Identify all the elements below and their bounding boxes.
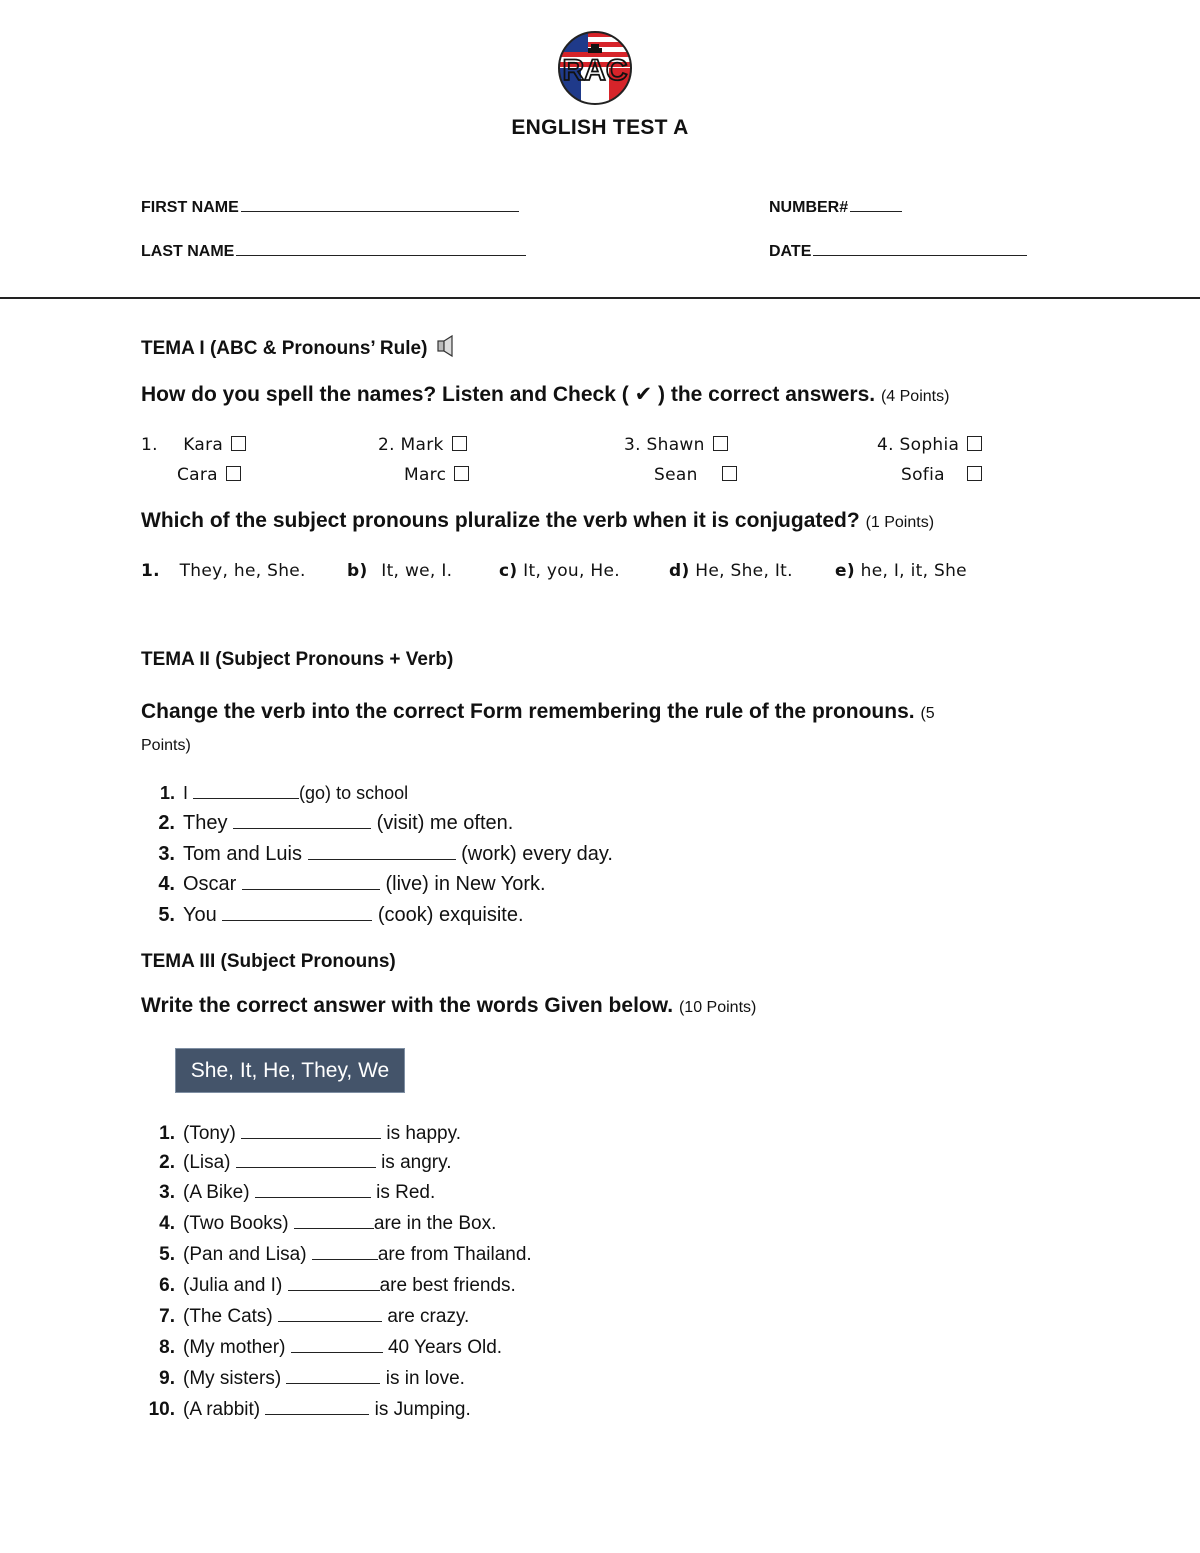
item-verb: (work)	[461, 843, 517, 865]
option-text: It, you, He.	[523, 561, 620, 581]
date-line[interactable]	[813, 241, 1027, 256]
item-rest: in New York.	[434, 873, 546, 895]
item-noun: (Two Books)	[183, 1213, 289, 1234]
pronoun-option-1[interactable]	[141, 561, 306, 581]
tema3-prompt-text: Write the correct answer with the words Given below.	[141, 994, 674, 1017]
item-number: 9.	[159, 1368, 175, 1389]
checkbox[interactable]	[713, 436, 728, 451]
tema3-prompt	[141, 994, 1041, 1018]
tema3-heading: TEMA III (Subject Pronouns)	[141, 951, 396, 972]
pronoun-item-5	[141, 1243, 532, 1266]
spell-item-4-alt	[901, 465, 982, 485]
item-rest: is Red.	[376, 1182, 436, 1203]
verb-item-5	[141, 904, 524, 927]
option-label: b)	[347, 561, 368, 581]
item-number: 5.	[158, 904, 175, 926]
date-field	[769, 241, 1027, 261]
checkbox[interactable]	[452, 436, 467, 451]
checkbox[interactable]	[231, 436, 246, 451]
logo-text: RAC	[562, 54, 628, 87]
item-noun: (Tony)	[183, 1123, 236, 1144]
answer-blank[interactable]	[312, 1243, 378, 1260]
answer-blank[interactable]	[233, 812, 371, 829]
header-divider	[0, 297, 1200, 299]
last-name-line[interactable]	[236, 241, 526, 256]
option-label: c)	[499, 561, 518, 581]
verb-item-2	[141, 812, 513, 835]
item-rest: is in love.	[385, 1368, 465, 1389]
spell-option-b: Marc	[404, 465, 447, 485]
item-noun: (Julia and I)	[183, 1275, 283, 1296]
item-subject: Oscar	[183, 873, 237, 895]
answer-blank[interactable]	[241, 1122, 381, 1139]
item-subject: I	[183, 783, 189, 803]
tema3-points: (10 Points)	[678, 999, 757, 1016]
item-rest: is happy.	[386, 1123, 461, 1144]
number-label: NUMBER#	[769, 199, 849, 216]
option-label: 1.	[141, 561, 160, 581]
answer-blank[interactable]	[308, 843, 456, 860]
item-number: 8.	[159, 1337, 175, 1358]
answer-blank[interactable]	[286, 1367, 380, 1384]
item-number: 3.	[159, 1182, 175, 1203]
verb-item-1	[141, 782, 408, 804]
tema2-points: (5	[920, 705, 935, 722]
pronoun-item-8	[141, 1336, 502, 1359]
checkbox[interactable]	[967, 466, 982, 481]
spell-item-num: 3.	[624, 435, 641, 455]
item-verb: (go)	[299, 783, 332, 803]
item-number: 7.	[159, 1306, 175, 1327]
answer-blank[interactable]	[265, 1398, 369, 1415]
item-number: 4.	[159, 1213, 175, 1234]
pronoun-option-d[interactable]	[669, 561, 793, 581]
tema1-q2-prompt-text: Which of the subject pronouns pluralize the verb when it is conjugated?	[141, 509, 860, 532]
first-name-line[interactable]	[241, 197, 519, 212]
item-subject: Tom and Luis	[183, 843, 302, 865]
page-title: ENGLISH TEST A	[511, 116, 689, 139]
answer-blank[interactable]	[255, 1181, 371, 1198]
number-line[interactable]	[850, 197, 902, 212]
answer-blank[interactable]	[236, 1151, 376, 1168]
option-text: They, he, She.	[179, 561, 306, 581]
item-verb: (live)	[385, 873, 429, 895]
item-rest: is Jumping.	[374, 1399, 471, 1420]
answer-blank[interactable]	[222, 904, 372, 921]
item-rest: every day.	[522, 843, 613, 865]
item-noun: (A Bike)	[183, 1182, 250, 1203]
item-noun: (Lisa)	[183, 1152, 231, 1173]
pronoun-item-9	[141, 1367, 465, 1390]
item-number: 5.	[159, 1244, 175, 1265]
pronoun-item-3	[141, 1181, 435, 1204]
spell-item-num: 1.	[141, 435, 158, 455]
number-field	[769, 197, 902, 217]
item-number: 4.	[158, 873, 175, 895]
pronoun-option-b[interactable]	[347, 561, 452, 581]
checkbox[interactable]	[226, 466, 241, 481]
item-noun: (My sisters)	[183, 1368, 282, 1389]
spell-item-3	[624, 435, 728, 455]
item-noun: (Pan and Lisa)	[183, 1244, 307, 1265]
pronoun-item-4	[141, 1212, 496, 1235]
answer-blank[interactable]	[242, 873, 380, 890]
option-text: It, we, I.	[381, 561, 453, 581]
spell-item-num: 4.	[877, 435, 894, 455]
option-text: he, I, it, She	[860, 561, 967, 581]
pronoun-item-2	[141, 1151, 451, 1174]
item-number: 6.	[159, 1275, 175, 1296]
answer-blank[interactable]	[294, 1212, 374, 1229]
tema1-q2-points: (1 Points)	[865, 514, 935, 531]
item-rest: are crazy.	[387, 1306, 470, 1327]
item-rest: me often.	[429, 812, 514, 834]
pronoun-item-1	[141, 1122, 461, 1145]
answer-blank[interactable]	[193, 782, 299, 799]
spell-item-2	[378, 435, 467, 455]
item-number: 2.	[159, 1152, 175, 1173]
spell-option-b: Cara	[177, 465, 218, 485]
item-rest: are from Thailand.	[377, 1244, 532, 1265]
spell-option-a: Shawn	[646, 435, 705, 455]
spell-item-4	[877, 435, 982, 455]
tema1-q2-prompt	[141, 509, 1161, 533]
item-rest: are in the Box.	[373, 1213, 497, 1234]
option-text: He, She, It.	[695, 561, 793, 581]
verb-item-3	[141, 843, 613, 866]
last-name-field	[141, 241, 526, 261]
spell-option-b: Sofia	[901, 465, 945, 485]
item-rest: to school	[336, 783, 409, 803]
date-label: DATE	[769, 243, 812, 260]
verb-item-4	[141, 873, 546, 896]
item-subject: They	[183, 812, 228, 834]
item-number: 3.	[158, 843, 175, 865]
spell-item-1-alt	[177, 465, 241, 485]
item-number: 10.	[148, 1399, 175, 1420]
tema2-prompt	[141, 697, 1061, 761]
answer-blank[interactable]	[278, 1305, 382, 1322]
spell-option-a: Sophia	[899, 435, 960, 455]
checkbox[interactable]	[454, 466, 469, 481]
tema1-heading	[141, 334, 459, 360]
last-name-label: LAST NAME	[141, 243, 235, 260]
pronoun-option-c[interactable]	[499, 561, 620, 581]
speaker-icon[interactable]	[437, 334, 459, 358]
item-noun: (The Cats)	[183, 1306, 273, 1327]
pronoun-item-6	[141, 1274, 516, 1297]
spell-item-num: 2.	[378, 435, 395, 455]
option-label: d)	[669, 561, 690, 581]
tema2-heading: TEMA II (Subject Pronouns + Verb)	[141, 649, 454, 670]
checkbox[interactable]	[967, 436, 982, 451]
item-rest: exquisite.	[439, 904, 524, 926]
spell-option-a: Mark	[400, 435, 444, 455]
checkbox[interactable]	[722, 466, 737, 481]
item-number: 1.	[159, 783, 175, 803]
item-rest: 40 Years Old.	[387, 1337, 503, 1358]
rac-logo	[554, 30, 636, 106]
pronoun-option-e[interactable]	[835, 561, 967, 581]
answer-blank[interactable]	[291, 1336, 383, 1353]
item-subject: You	[183, 904, 217, 926]
spell-item-2-alt	[404, 465, 469, 485]
first-name-label: FIRST NAME	[141, 199, 239, 216]
item-noun: (My mother)	[183, 1337, 286, 1358]
spell-item-1	[141, 435, 246, 455]
spell-item-3-alt	[654, 465, 737, 485]
tema2-points-cont: Points)	[141, 737, 191, 754]
tema1-q1-prompt	[141, 382, 1141, 407]
first-name-field	[141, 197, 519, 217]
item-verb: (cook)	[377, 904, 434, 926]
word-bank: She, It, He, They, We	[175, 1048, 405, 1093]
tema1-q1-points: (4 Points)	[880, 388, 950, 405]
item-noun: (A rabbit)	[183, 1399, 261, 1420]
item-number: 1.	[159, 1123, 175, 1144]
answer-blank[interactable]	[288, 1274, 380, 1291]
tema1-q1-prompt-text: How do you spell the names? Listen and Check ( ✔ ) the correct answers.	[141, 383, 876, 406]
item-number: 2.	[158, 812, 175, 834]
pronoun-item-7	[141, 1305, 469, 1328]
tema2-prompt-text: Change the verb into the correct Form remembering the rule of the pronouns.	[141, 700, 915, 723]
spell-option-b: Sean	[654, 465, 698, 485]
tema1-heading-text: TEMA I (ABC & Pronouns’ Rule)	[141, 338, 428, 359]
option-label: e)	[835, 561, 855, 581]
pronoun-item-10	[141, 1398, 471, 1421]
item-verb: (visit)	[376, 812, 425, 834]
item-rest: are best friends.	[379, 1275, 516, 1296]
item-rest: is angry.	[381, 1152, 452, 1173]
spell-option-a: Kara	[183, 435, 224, 455]
